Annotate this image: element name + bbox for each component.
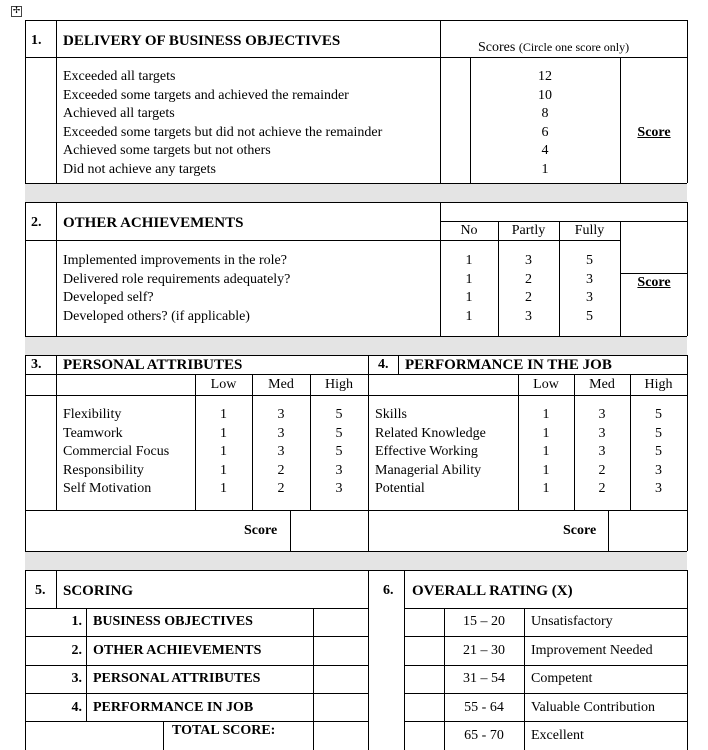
section-number: 4. <box>378 357 389 372</box>
attribute-value: 5 <box>335 407 343 422</box>
performance-value: 1 <box>542 407 550 422</box>
attribute-value: 2 <box>277 481 285 496</box>
scoring-item-label: PERSONAL ATTRIBUTES <box>93 671 261 686</box>
scoring-item-label: PERFORMANCE IN JOB <box>93 699 254 715</box>
performance-label: Potential <box>375 481 425 496</box>
total-score-label: TOTAL SCORE: <box>172 723 276 738</box>
scoring-item-number: 1. <box>71 614 82 629</box>
scoring-item-number: 2. <box>71 642 82 658</box>
objective-label: Exceeded some targets but did not achieve the remainder <box>63 124 383 140</box>
performance-value: 3 <box>655 462 662 478</box>
objective-label: Achieved all targets <box>63 106 175 121</box>
attribute-label: Responsibility <box>63 462 144 478</box>
section-number: 3. <box>31 357 42 372</box>
achievement-value: 1 <box>465 308 473 324</box>
section-title: DELIVERY OF BUSINESS OBJECTIVES <box>63 33 341 49</box>
achievement-value: 3 <box>525 253 532 268</box>
scoring-item-label: BUSINESS OBJECTIVES <box>93 614 253 629</box>
achievement-value: 5 <box>586 253 593 268</box>
move-cross-icon[interactable]: ✢ <box>12 6 21 16</box>
scores-label: Scores <box>478 40 516 55</box>
score-label: Score <box>637 125 671 140</box>
attribute-value: 1 <box>220 425 227 441</box>
attribute-value: 3 <box>335 462 343 478</box>
rating-label: Excellent <box>531 728 584 743</box>
column-header-partly: Partly <box>511 223 546 238</box>
column-header-high: High <box>325 377 353 392</box>
achievement-value: 2 <box>525 271 532 287</box>
scoring-item-label: OTHER ACHIEVEMENTS <box>93 642 262 658</box>
attribute-value: 3 <box>335 481 343 496</box>
column-header-low: Low <box>210 377 237 392</box>
rating-label: Unsatisfactory <box>531 614 613 629</box>
scoring-item-number: 3. <box>71 671 82 686</box>
achievement-label: Developed self? <box>63 290 154 305</box>
section-title: PERSONAL ATTRIBUTES <box>63 357 243 373</box>
section-title: OVERALL RATING (X) <box>412 583 573 599</box>
column-header-med: Med <box>589 377 615 392</box>
performance-value: 1 <box>542 425 550 441</box>
attribute-value: 2 <box>277 462 285 478</box>
performance-value: 3 <box>655 481 662 496</box>
objective-score: 6 <box>541 124 549 140</box>
rating-range: 15 – 20 <box>463 614 505 629</box>
objective-label: Did not achieve any targets <box>63 161 216 177</box>
section-title: OTHER ACHIEVEMENTS <box>63 215 244 231</box>
performance-value: 1 <box>542 481 550 496</box>
attribute-value: 3 <box>277 425 285 441</box>
attribute-value: 5 <box>335 425 343 441</box>
achievement-label: Implemented improvements in the role? <box>63 253 287 268</box>
objective-score: 1 <box>541 161 549 177</box>
attribute-label: Self Motivation <box>63 481 152 496</box>
objective-label: Achieved some targets but not others <box>63 143 271 158</box>
achievement-value: 2 <box>525 290 532 305</box>
column-header-low: Low <box>533 377 559 392</box>
column-header-med: Med <box>268 377 294 392</box>
achievement-value: 3 <box>586 290 593 305</box>
performance-value: 3 <box>598 425 606 441</box>
section-number: 5. <box>35 583 46 598</box>
performance-label: Effective Working <box>375 444 478 459</box>
rating-range: 21 – 30 <box>463 642 505 658</box>
attribute-value: 1 <box>220 407 227 422</box>
rating-label: Valuable Contribution <box>531 699 656 715</box>
performance-value: 1 <box>542 444 550 459</box>
achievement-value: 3 <box>586 271 593 287</box>
performance-label: Related Knowledge <box>375 425 486 441</box>
performance-value: 1 <box>542 462 550 478</box>
achievement-value: 5 <box>586 308 593 324</box>
performance-value: 2 <box>598 462 606 478</box>
column-header-no: No <box>460 223 478 238</box>
achievement-label: Developed others? (if applicable) <box>63 308 250 324</box>
objective-score: 12 <box>538 69 552 84</box>
scores-header <box>478 38 629 57</box>
column-header-high: High <box>644 377 673 392</box>
rating-range: 65 - 70 <box>464 728 504 743</box>
performance-value: 5 <box>655 444 662 459</box>
objective-score: 8 <box>541 106 549 121</box>
section-title: PERFORMANCE IN THE JOB <box>405 357 612 373</box>
section-number: 6. <box>383 583 394 598</box>
attribute-label: Commercial Focus <box>63 444 170 459</box>
performance-value: 5 <box>655 407 662 422</box>
achievement-value: 1 <box>465 290 473 305</box>
rating-range: 31 – 54 <box>463 671 505 686</box>
score-label: Score <box>244 523 278 538</box>
section-number: 2. <box>31 215 42 230</box>
section-number: 1. <box>31 33 42 48</box>
scores-note: (Circle one score only) <box>518 40 630 54</box>
objective-score: 4 <box>541 143 549 158</box>
attribute-value: 3 <box>277 407 285 422</box>
attribute-value: 5 <box>335 444 343 459</box>
achievement-value: 1 <box>465 271 473 287</box>
section-title: SCORING <box>63 583 134 599</box>
objective-label: Exceeded some targets and achieved the remainder <box>63 87 349 103</box>
score-label: Score <box>563 523 597 538</box>
attribute-label: Teamwork <box>63 425 123 441</box>
objective-score: 10 <box>538 87 552 103</box>
performance-label: Managerial Ability <box>375 462 482 478</box>
performance-value: 3 <box>598 444 606 459</box>
scoring-item-number: 4. <box>71 699 82 715</box>
attribute-value: 1 <box>220 462 227 478</box>
rating-range: 55 - 64 <box>464 699 504 715</box>
attribute-value: 1 <box>220 481 227 496</box>
score-label: Score <box>637 275 671 290</box>
rating-label: Competent <box>531 671 593 686</box>
performance-value: 3 <box>598 407 606 422</box>
achievement-value: 1 <box>465 253 473 268</box>
attribute-value: 1 <box>220 444 227 459</box>
performance-value: 2 <box>598 481 606 496</box>
performance-label: Skills <box>375 407 407 422</box>
achievement-label: Delivered role requirements adequately? <box>63 271 291 287</box>
performance-value: 5 <box>655 425 662 441</box>
achievement-value: 3 <box>525 308 532 324</box>
column-header-fully: Fully <box>574 223 605 238</box>
objective-label: Exceeded all targets <box>63 69 176 84</box>
rating-label: Improvement Needed <box>531 642 653 658</box>
attribute-value: 3 <box>277 444 285 459</box>
attribute-label: Flexibility <box>63 407 122 422</box>
